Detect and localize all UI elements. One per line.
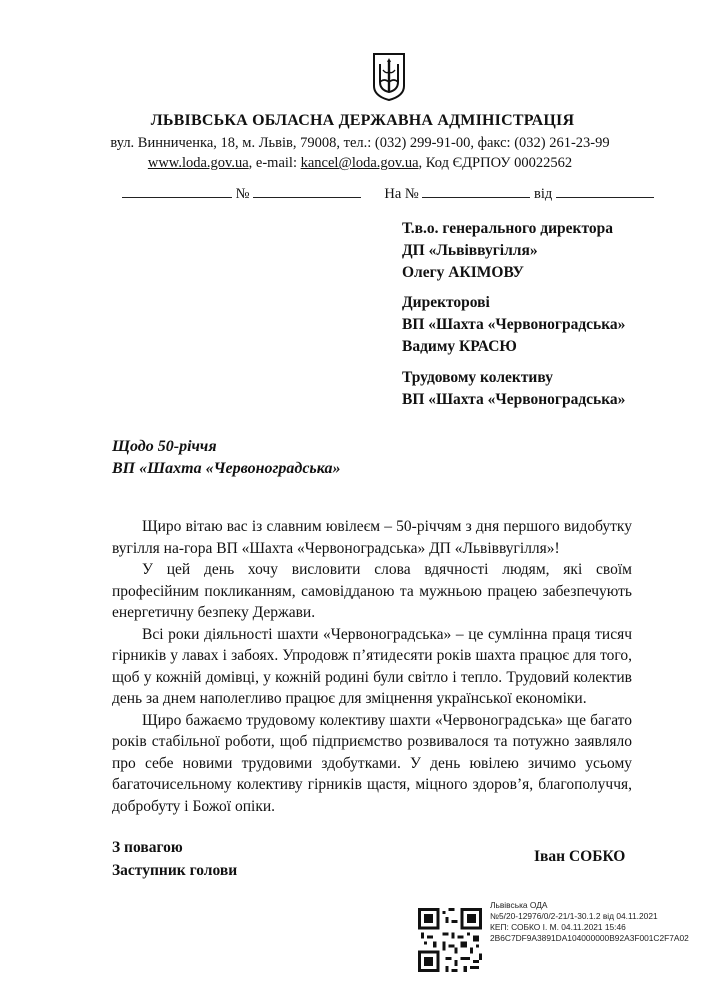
website-link[interactable]: www.loda.gov.ua (147, 155, 249, 171)
subject-line-2: ВП «Шахта «Червоноградська» (112, 460, 341, 477)
number-sign: № (235, 186, 250, 202)
reply-number-blank (422, 185, 530, 198)
e-signature-stamp (490, 900, 689, 944)
letter-body (112, 516, 632, 817)
subject (112, 436, 340, 480)
from-label: від (533, 186, 553, 202)
stamp-hash: 2B6C7DF9A3891DA104000000B92A3F001C2F7A02 (490, 933, 689, 943)
signer-name: Іван СОБКО (534, 848, 626, 865)
organization-address (0, 135, 725, 152)
qr-code-icon (418, 908, 482, 972)
reply-to-label: На № (384, 186, 419, 202)
edrpou-code: , Код ЄДРПОУ 00022562 (418, 155, 573, 171)
addressee-1 (402, 218, 613, 284)
number-blank (253, 185, 361, 198)
closing-text: З повагою (112, 839, 183, 856)
signature-block (112, 836, 237, 882)
stamp-reg-number: №5/20-12976/0/2-21/1-30.1.2 від 04.11.2021 (490, 911, 658, 921)
addressee-3 (402, 367, 625, 411)
addressee-2 (402, 292, 625, 358)
addressee-line: ДП «Львіввугілля» (402, 242, 538, 259)
addressee-line: Директорові (402, 294, 490, 311)
body-paragraph: Всі роки діяльності шахти «Червоноградська» – це сумлінна праця тисяч гірників у лавах і забоях. Упродовж п’ятидесяти років шахта працює для того, щоб у кожній домівці, у кожній родині були світло і тепло. Трудовий колектив день за днем наполегливо працює для зміцнення української економіки. (112, 625, 632, 707)
addressee-line: ВП «Шахта «Червоноградська» (402, 316, 626, 333)
addressee-line: Т.в.о. генерального директора (402, 220, 614, 237)
email-link[interactable]: kancel@loda.gov.ua (300, 155, 419, 171)
signer-position: Заступник голови (112, 862, 238, 879)
date-blank (122, 185, 232, 198)
reply-date-blank (556, 185, 654, 198)
address-text: вул. Винниченка, 18, м. Львів, 79008, тел.: (032) 299-91-00, факс: (032) 261-23-99 (110, 135, 610, 151)
coat-of-arms-icon (372, 52, 406, 102)
email-prefix: , e-mail: (248, 155, 301, 171)
addressee-line: Олегу АКІМОВУ (402, 264, 524, 281)
body-paragraph: У цей день хочу висловити слова вдячності людям, які своїм професійним покликанням, самовідданою та мужньою працею забезпечують енергетичну безпеку Держави. (112, 561, 632, 621)
body-paragraph: Щиро вітаю вас із славним ювілеєм – 50-річчям з дня першого видобутку вугілля на-гора ВП «Шахта «Червоноградська» ДП «Львіввугілля»! (112, 518, 632, 557)
reference-line (122, 185, 682, 203)
subject-line-1: Щодо 50-річчя (112, 438, 217, 455)
body-paragraph: Щиро бажаємо трудовому колективу шахти «Червоноградська» ще багато років стабільної роботи, щоб підприємство розвивалося та потужно заявляло про себе новими трудовими здобутками. У день ювілею зичимо усьому багаточисельному колективу гірників щастя, міцного здоров’я, благополуччя, добробуту і Божої опіки. (112, 711, 632, 815)
stamp-org: Львівська ОДА (490, 900, 548, 910)
addressee-line: Вадиму КРАСЮ (402, 338, 517, 355)
organization-contacts (0, 155, 725, 172)
organization-name: ЛЬВІВСЬКА ОБЛАСНА ДЕРЖАВНА АДМІНІСТРАЦІЯ (150, 112, 575, 129)
addressee-line: ВП «Шахта «Червоноградська» (402, 391, 626, 408)
stamp-signer: КЕП: СОБКО І. М. 04.11.2021 15:46 (490, 922, 626, 932)
addressee-line: Трудовому колективу (402, 369, 553, 386)
